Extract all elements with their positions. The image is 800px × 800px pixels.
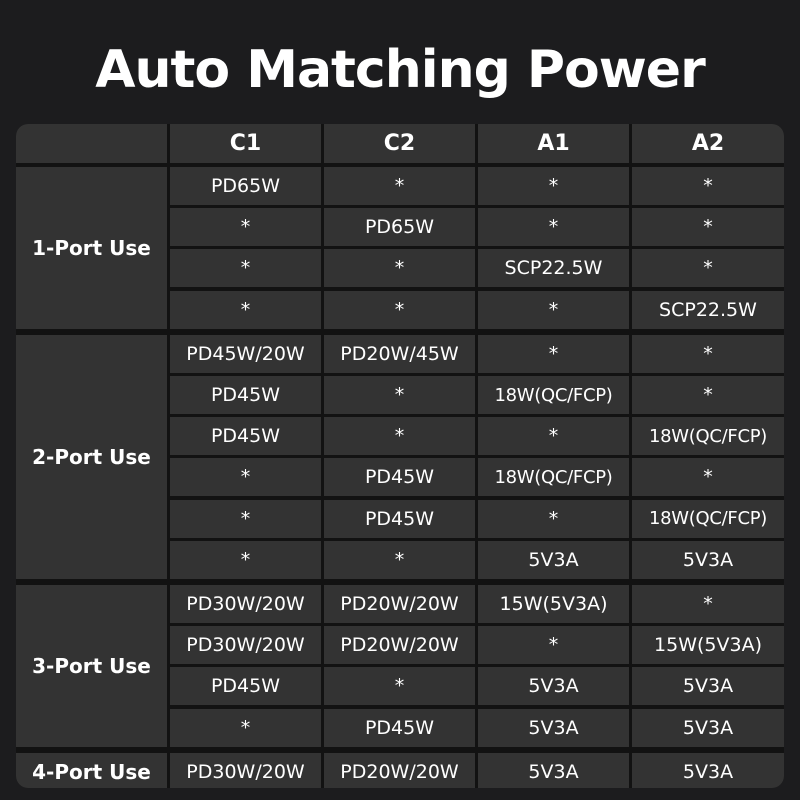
table-cell: *	[324, 541, 475, 579]
column-header-a1: A1	[478, 124, 629, 163]
table-cell: *	[632, 167, 784, 205]
table-cell: PD45W	[170, 417, 321, 455]
header-corner	[16, 124, 167, 163]
table-cell: *	[478, 626, 629, 664]
table-cell: *	[170, 500, 321, 538]
table-cell: *	[478, 500, 629, 538]
table-cell: PD30W/20W	[170, 753, 321, 788]
table-cell: *	[324, 417, 475, 455]
table-cell: PD20W/20W	[324, 585, 475, 623]
table-cell: 5V3A	[478, 753, 629, 788]
table-cell: *	[324, 167, 475, 205]
table-cell: *	[170, 541, 321, 579]
table-cell: SCP22.5W	[632, 291, 784, 329]
table-cell: *	[632, 335, 784, 373]
group-label-4: 4-Port Use	[16, 753, 167, 788]
table-cell: PD20W/20W	[324, 626, 475, 664]
table-cell: PD20W/45W	[324, 335, 475, 373]
table-cell: PD45W	[324, 500, 475, 538]
table-cell: PD45W	[170, 376, 321, 414]
table-cell: *	[478, 335, 629, 373]
table-cell: 5V3A	[478, 541, 629, 579]
group-label-1: 1-Port Use	[16, 167, 167, 329]
table-cell: *	[632, 458, 784, 496]
table-cell: 5V3A	[632, 709, 784, 747]
table-cell: *	[478, 167, 629, 205]
column-header-c2: C2	[324, 124, 475, 163]
table-cell: *	[170, 249, 321, 287]
table-cell: 18W(QC/FCP)	[632, 417, 784, 455]
table-cell: PD45W	[324, 458, 475, 496]
table-cell: *	[170, 291, 321, 329]
table-cell: *	[478, 417, 629, 455]
table-cell: PD65W	[324, 208, 475, 246]
group-label-2: 2-Port Use	[16, 335, 167, 579]
table-cell: *	[478, 291, 629, 329]
column-header-a2: A2	[632, 124, 784, 163]
column-header-c1: C1	[170, 124, 321, 163]
table-cell: *	[478, 208, 629, 246]
table-cell: SCP22.5W	[478, 249, 629, 287]
table-cell: PD20W/20W	[324, 753, 475, 788]
table-cell: *	[632, 585, 784, 623]
table-cell: *	[170, 709, 321, 747]
table-cell: *	[324, 291, 475, 329]
table-cell: *	[324, 249, 475, 287]
table-cell: *	[632, 249, 784, 287]
table-cell: PD30W/20W	[170, 626, 321, 664]
table-cell: *	[632, 208, 784, 246]
table-cell: 5V3A	[478, 667, 629, 705]
table-cell: PD65W	[170, 167, 321, 205]
table-cell: *	[170, 458, 321, 496]
table-cell: 18W(QC/FCP)	[632, 500, 784, 538]
table-cell: *	[170, 208, 321, 246]
table-cell: 5V3A	[632, 667, 784, 705]
table-cell: 18W(QC/FCP)	[478, 376, 629, 414]
table-cell: 5V3A	[632, 541, 784, 579]
table-cell: PD45W/20W	[170, 335, 321, 373]
group-label-3: 3-Port Use	[16, 585, 167, 747]
table-cell: PD45W	[324, 709, 475, 747]
table-cell: *	[632, 376, 784, 414]
table-cell: 5V3A	[632, 753, 784, 788]
table-cell: PD45W	[170, 667, 321, 705]
table-cell: *	[324, 376, 475, 414]
table-cell: 18W(QC/FCP)	[478, 458, 629, 496]
power-matching-table	[16, 124, 784, 788]
table-cell: PD30W/20W	[170, 585, 321, 623]
table-cell: 15W(5V3A)	[478, 585, 629, 623]
table-cell: 15W(5V3A)	[632, 626, 784, 664]
table-cell: 5V3A	[478, 709, 629, 747]
page-title: Auto Matching Power	[95, 40, 705, 100]
table-cell: *	[324, 667, 475, 705]
